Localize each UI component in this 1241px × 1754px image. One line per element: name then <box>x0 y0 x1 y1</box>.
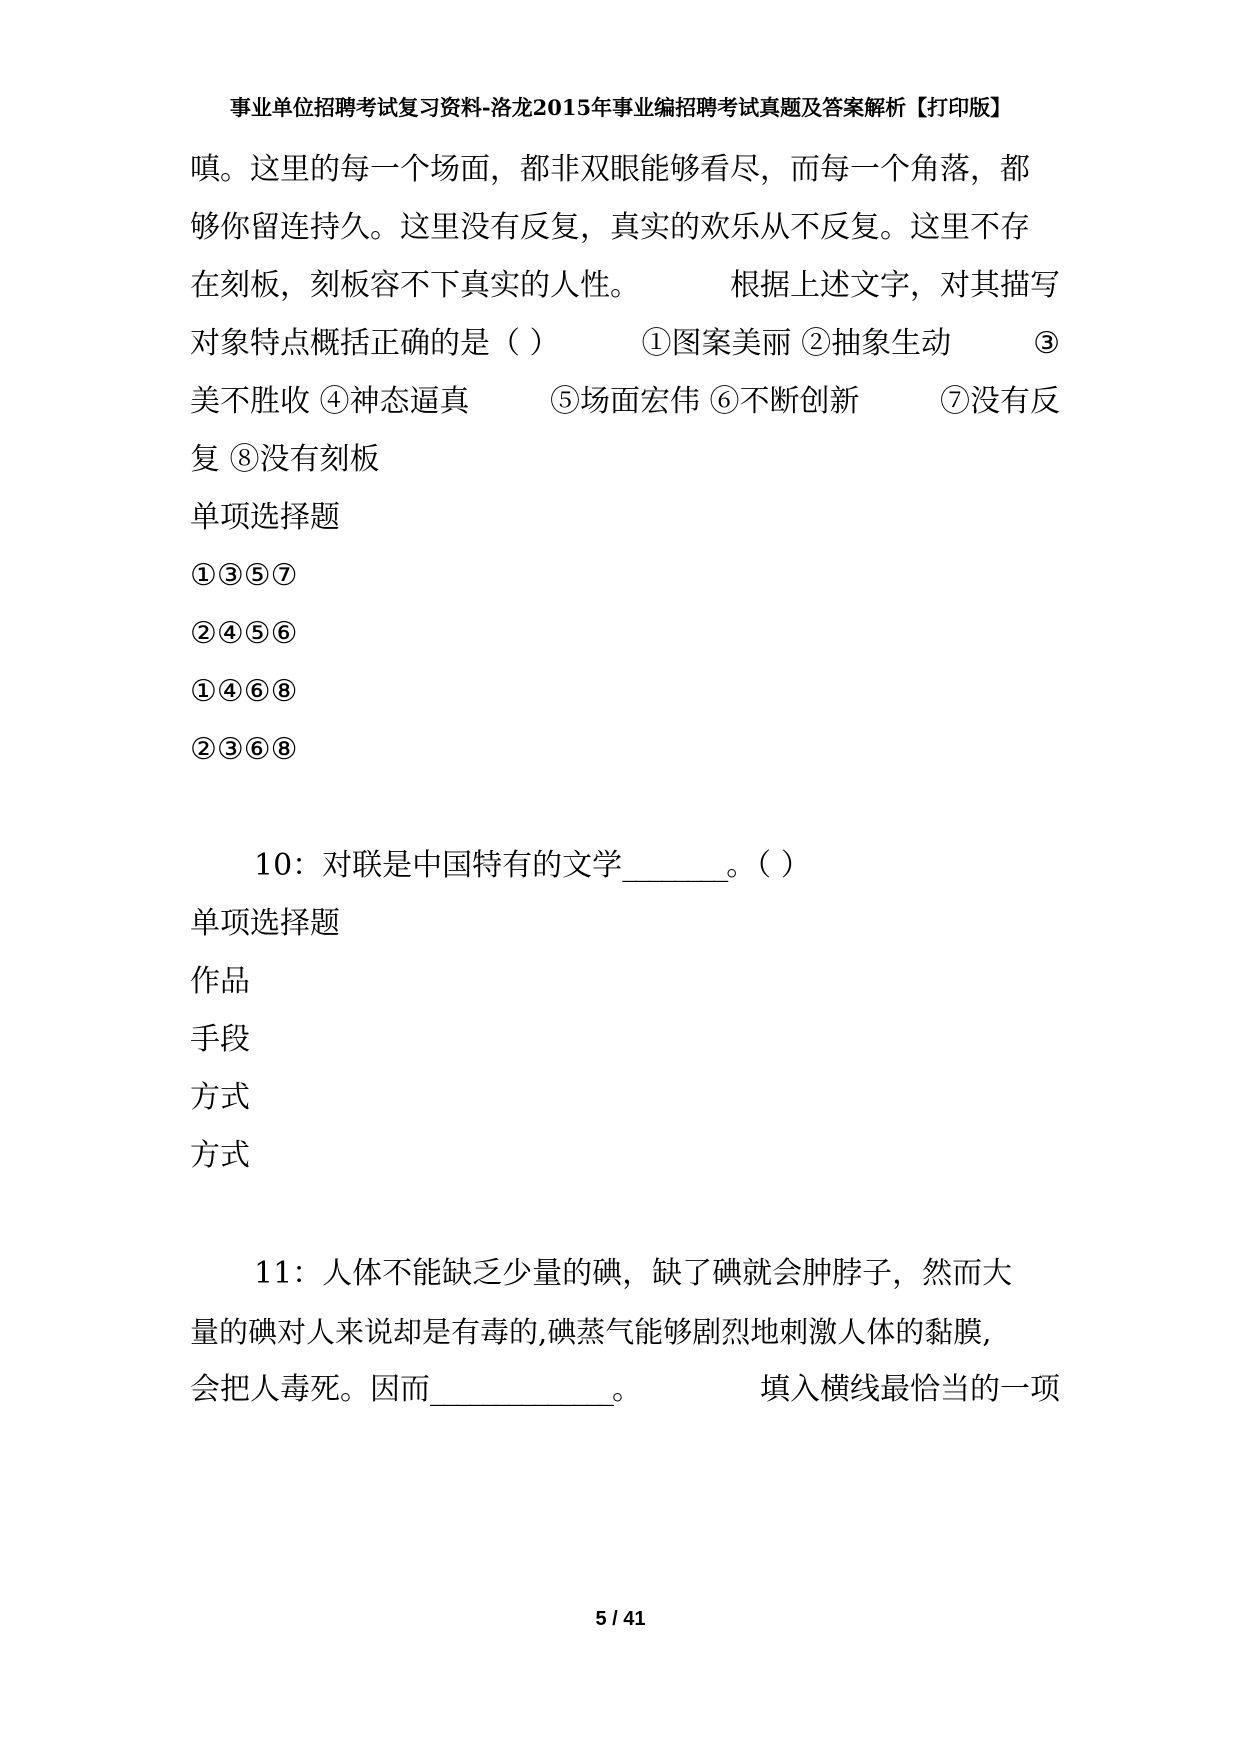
q9-line-1-text: 嗔。这里的每一个场面，都非双眼能够看尽，而每一个角落，都 <box>190 152 1030 187</box>
q10-option-d[interactable]: 方式 <box>190 1138 250 1173</box>
q11-line-3c: 填入横线最恰当的一项 <box>760 1372 1060 1407</box>
q11-line-3 <box>190 1370 1060 1410</box>
q11-line-2 <box>190 1312 1060 1352</box>
q10-option-a[interactable]: 作品 <box>190 964 250 999</box>
q11-line-3b: 。 <box>612 1372 642 1407</box>
q10-option-b[interactable]: 手段 <box>190 1022 250 1057</box>
q10-stem <box>254 846 811 886</box>
q9-line-5a: 美不胜收 ④神态逼真 <box>190 384 470 419</box>
q9-line-2-text: 够你留连持久。这里没有反复，真实的欢乐从不反复。这里不存 <box>190 210 1030 245</box>
q9-line-6: 复 ⑧没有刻板 <box>190 442 380 477</box>
q9-option-d[interactable]: ②③⑥⑧ <box>190 732 298 767</box>
q9-line-4a: 对象特点概括正确的是（ ） <box>190 326 560 361</box>
q9-option-c[interactable]: ①④⑥⑧ <box>190 674 298 709</box>
q9-line-5 <box>190 382 1060 422</box>
q11-line-1-text: 11：人体不能缺乏少量的碘，缺了碘就会肿脖子，然而大 <box>254 1256 1013 1291</box>
q9-line-3b: 根据上述文字，对其描写 <box>730 268 1060 303</box>
q11-blank: ______________ <box>430 1372 612 1407</box>
q11-line-2-text: 量的碘对人来说却是有毒的,碘蒸气能够剧烈地刺激人体的黏膜, <box>190 1315 992 1349</box>
q10-stem-end: 。（ ） <box>726 848 811 883</box>
q9-line-4c: ③ <box>1033 326 1060 361</box>
q9-line-4b: ①图案美丽 ②抽象生动 <box>641 326 952 361</box>
q9-option-b[interactable]: ②④⑤⑥ <box>190 616 298 651</box>
q10-question-type: 单项选择题 <box>190 906 340 941</box>
q11-line-1 <box>254 1254 1060 1294</box>
page-number: 5 / 41 <box>595 1608 646 1630</box>
q10-blank: ________ <box>622 848 727 883</box>
q9-line-3a: 在刻板，刻板容不下真实的人性。 <box>190 268 640 303</box>
q9-question-type: 单项选择题 <box>190 500 340 535</box>
q11-line-3a: 会把人毒死。因而 <box>190 1372 430 1407</box>
q9-line-2 <box>190 208 1060 248</box>
q9-line-3 <box>190 266 1060 306</box>
page-header: 事业单位招聘考试复习资料-洛龙2015年事业编招聘考试真题及答案解析【打印版】 <box>229 95 1012 120</box>
q11-line-3-left <box>190 1370 642 1410</box>
q9-line-5b: ⑤场面宏伟 ⑥不断创新 <box>550 384 860 419</box>
q10-stem-start: 10：对联是中国特有的文学 <box>254 848 623 883</box>
q9-line-5c: ⑦没有反 <box>940 384 1060 419</box>
q9-option-a[interactable]: ①③⑤⑦ <box>190 558 298 593</box>
q9-line-1 <box>190 150 1060 190</box>
q10-option-c[interactable]: 方式 <box>190 1080 250 1115</box>
q9-line-4 <box>190 324 1060 364</box>
